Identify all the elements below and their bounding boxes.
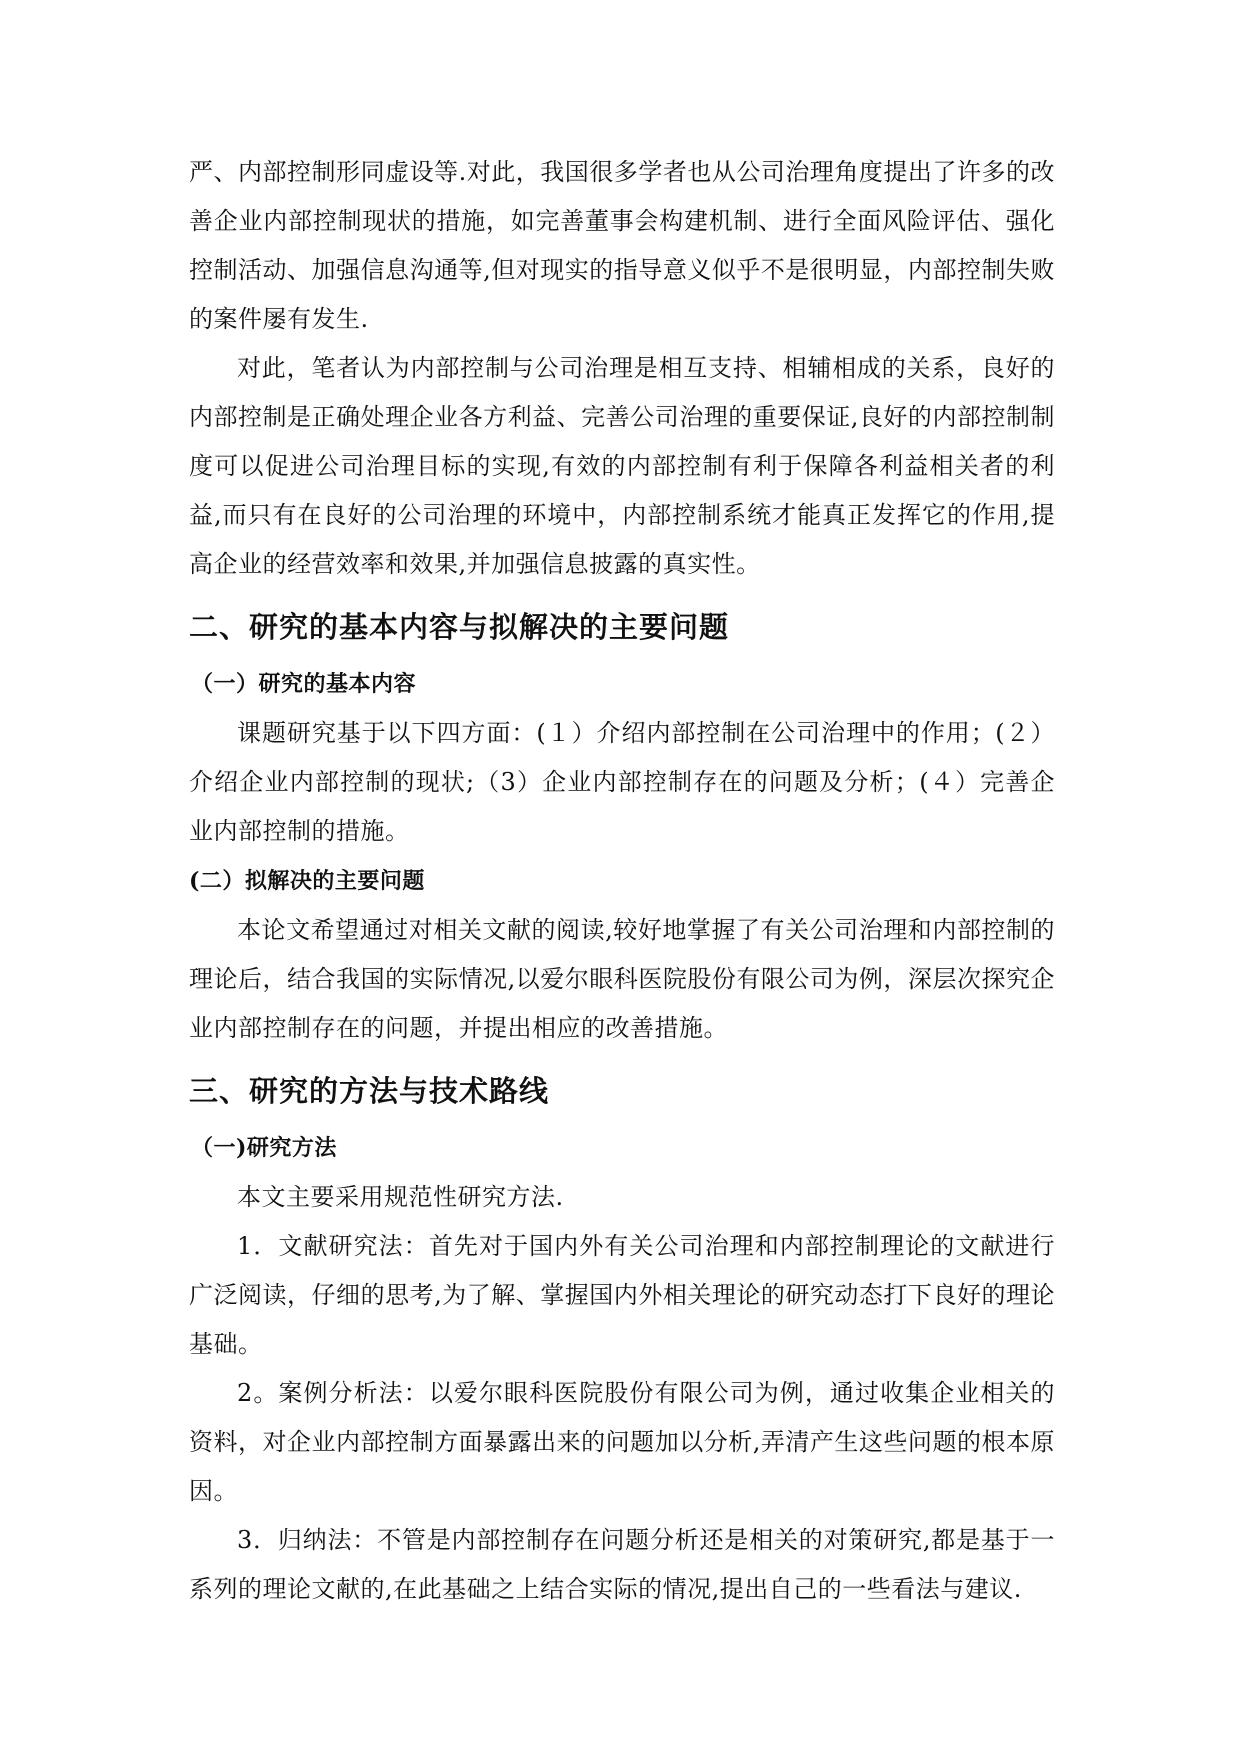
- paragraph-methods-intro: 本文主要采用规范性研究方法.: [237, 1183, 564, 1211]
- paragraph-method-case-study: 2。案例分析法：以爱尔眼科医院股份有限公司为例，通过收集企业相关的资料，对企业内部控制方面暴露出来的问题加以分析,弄清产生这些问题的根本原因。: [189, 1379, 1055, 1505]
- paragraph-method-induction: 3．归纳法：不管是内部控制存在问题分析还是相关的对策研究,都是基于一系列的理论文献的,在此基础之上结合实际的情况,提出自己的一些看法与建议.: [189, 1526, 1055, 1603]
- section-heading-3: 三、研究的方法与技术路线: [189, 1074, 550, 1108]
- paragraph-relationship: 对此，笔者认为内部控制与公司治理是相互支持、相辅相成的关系，良好的内部控制是正确处理企业各方利益、完善公司治理的重要保证,良好的内部控制制度可以促进公司治理目标的实现,有效的内部控制有利于保障各利益相关者的利益,而只有在良好的公司治理的环境中，内部控制系统才能真正发挥它的作用,提高企业的经营效率和效果,并加强信息披露的真实性。: [189, 354, 1055, 578]
- document-body: [189, 148, 1055, 1614]
- paragraph-method-literature: 1．文献研究法：首先对于国内外有关公司治理和内部控制理论的文献进行广泛阅读，仔细的思考,为了解、掌握国内外相关理论的研究动态打下良好的理论基础。: [189, 1232, 1055, 1358]
- paragraph-continuation: 严、内部控制形同虚设等.对此，我国很多学者也从公司治理角度提出了许多的改善企业内部控制现状的措施，如完善董事会构建机制、进行全面风险评估、强化控制活动、加强信息沟通等,但对现实的指导意义似乎不是很明显，内部控制失败的案件屡有发生.: [189, 158, 1055, 333]
- subsection-heading-basic-content: （一）研究的基本内容: [191, 671, 417, 697]
- subsection-heading-main-problems: (二）拟解决的主要问题: [189, 868, 425, 894]
- paragraph-basic-content: 课题研究基于以下四方面：(１）介绍内部控制在公司治理中的作用；(２）介绍企业内部控制的现状;（3）企业内部控制存在的问题及分析；(４）完善企业内部控制的措施。: [189, 719, 1055, 845]
- section-heading-2: 二、研究的基本内容与拟解决的主要问题: [189, 610, 730, 644]
- paragraph-main-problems: 本论文希望通过对相关文献的阅读,较好地掌握了有关公司治理和内部控制的理论后，结合我国的实际情况,以爱尔眼科医院股份有限公司为例，深层次探究企业内部控制存在的问题，并提出相应的改善措施。: [189, 916, 1055, 1042]
- subsection-heading-methods: （一)研究方法: [191, 1135, 337, 1161]
